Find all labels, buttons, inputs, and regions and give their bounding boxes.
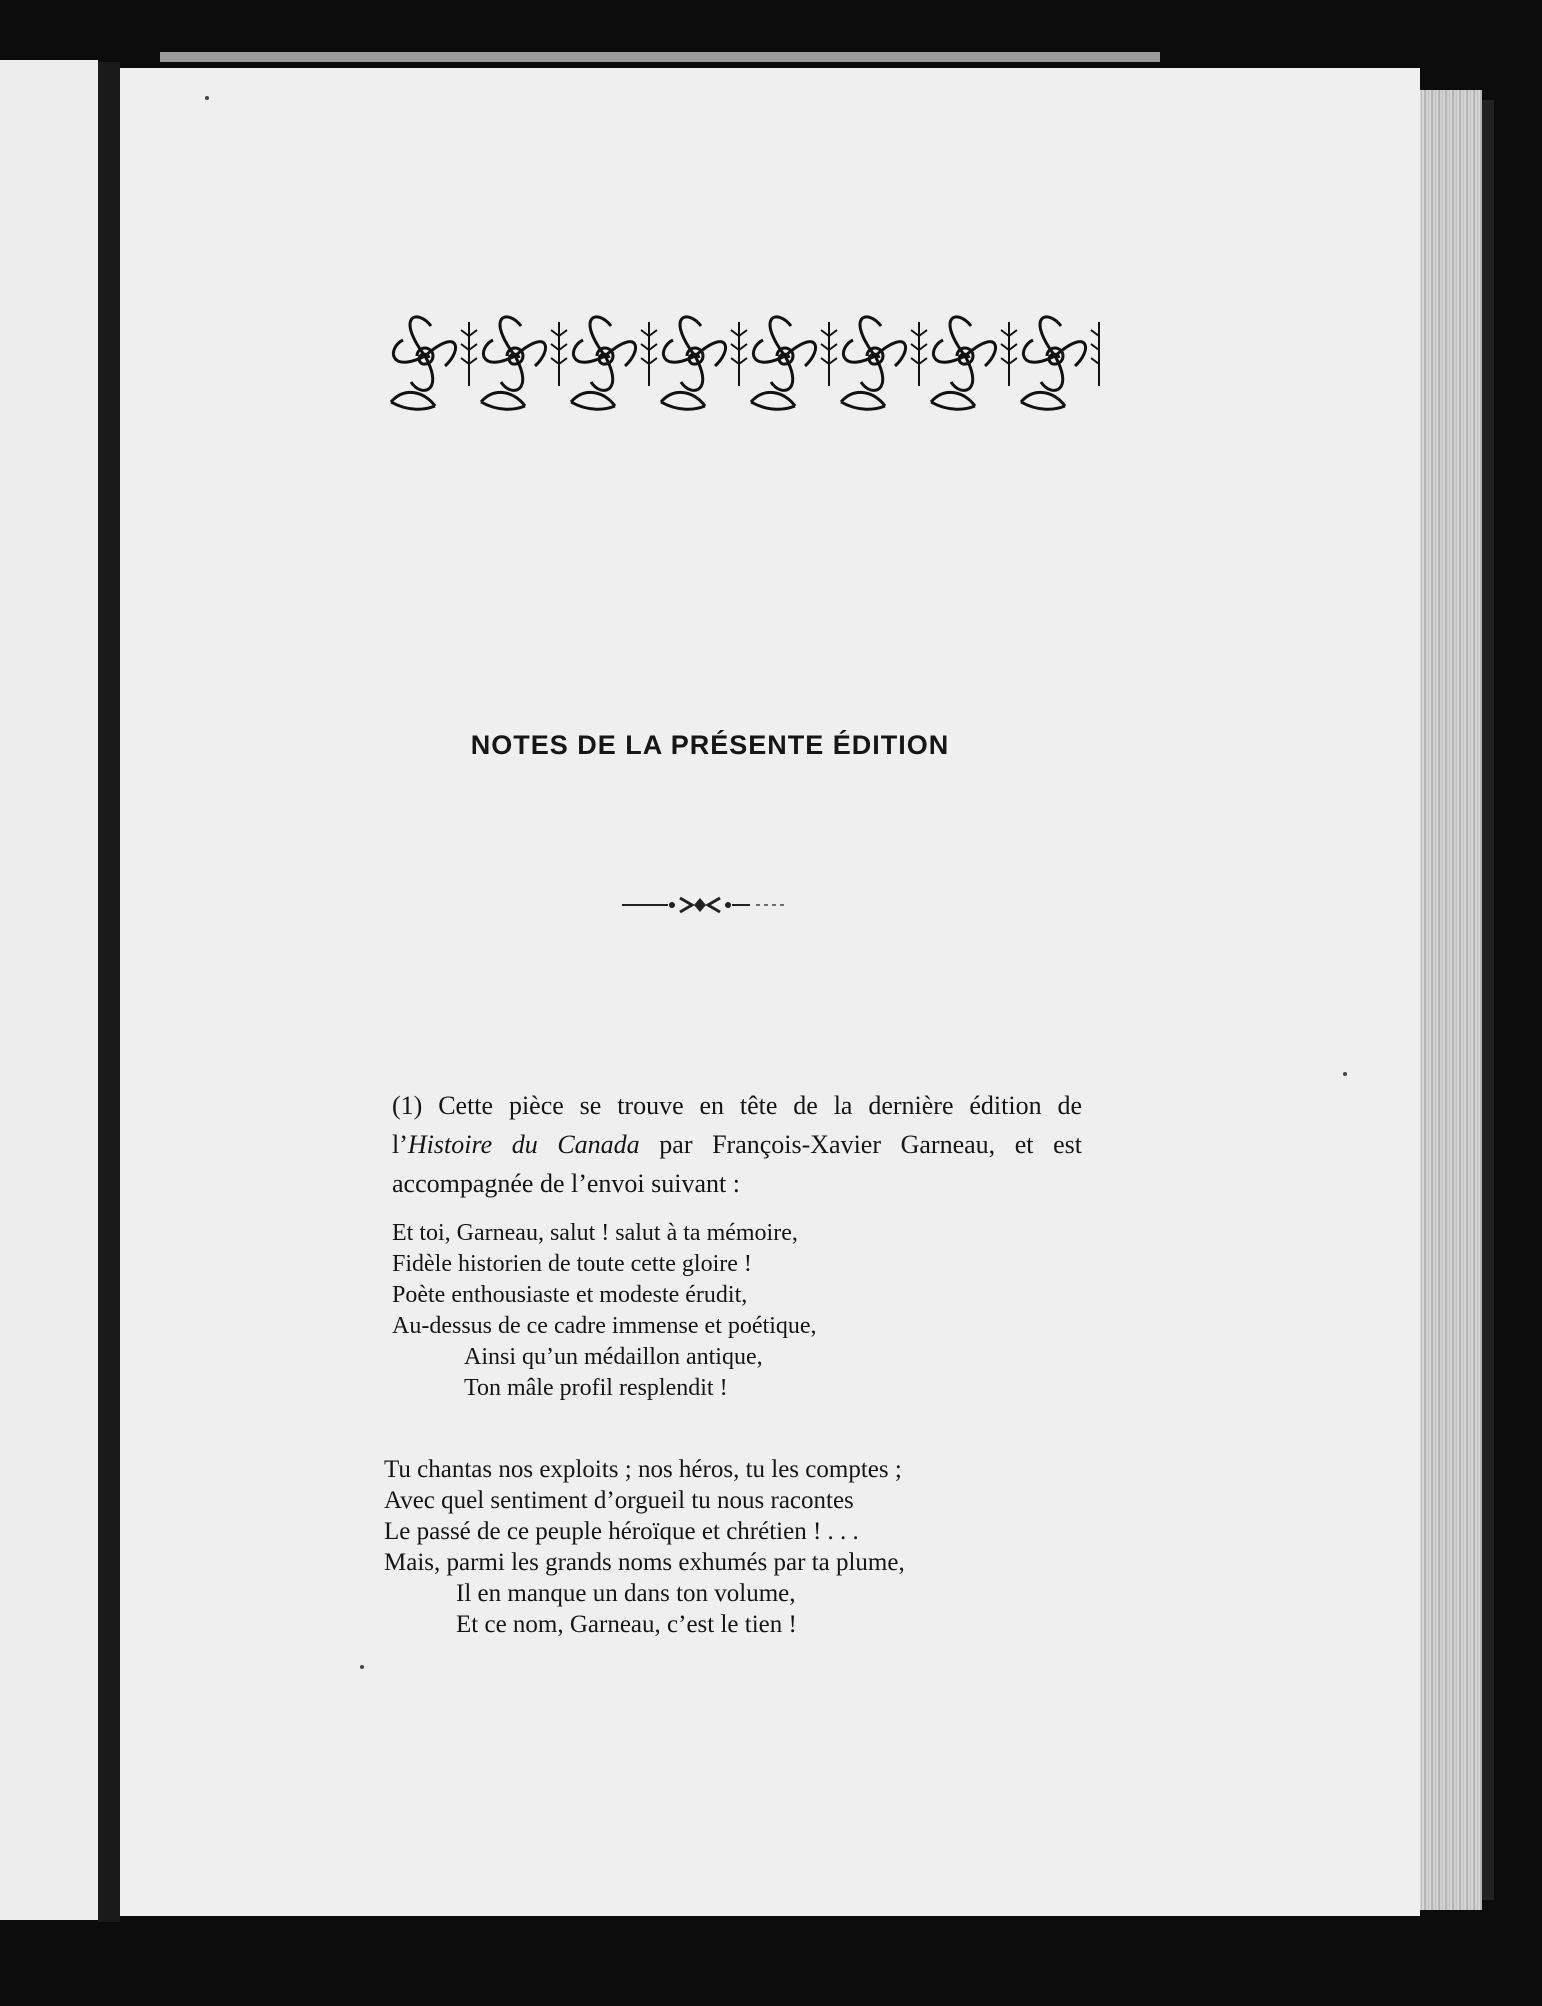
floral-motif xyxy=(481,317,567,409)
footnote-text-after: par François-Xavier Garneau, et est accompagnée de l’envoi suivant : xyxy=(392,1130,1082,1198)
floral-motif xyxy=(931,317,1017,409)
verse-line-indented: Ton mâle profil resplendit ! xyxy=(464,1375,728,1401)
floral-motif xyxy=(391,317,477,409)
page-speck xyxy=(1343,1072,1347,1076)
floral-motif xyxy=(661,317,747,409)
footnote-marker: (1) xyxy=(392,1091,423,1120)
verse-line-indented: Ainsi qu’un médaillon antique, xyxy=(464,1344,763,1370)
facing-page-edge xyxy=(0,60,98,1920)
page-stack-edge xyxy=(1420,90,1482,1910)
floral-motif xyxy=(751,317,837,409)
verse-line: Poète enthousiaste et modeste érudit, xyxy=(392,1282,748,1308)
page-speck xyxy=(205,96,209,100)
footnote-paragraph xyxy=(392,1086,1082,1203)
poem-stanza-1 xyxy=(392,1218,817,1404)
floral-motif xyxy=(1021,317,1100,409)
page-title: NOTES DE LA PRÉSENTE ÉDITION xyxy=(470,730,950,761)
floral-motif xyxy=(571,317,657,409)
book-top-edge xyxy=(160,52,1160,62)
page-speck xyxy=(360,1665,364,1669)
verse-line-indented: Et ce nom, Garneau, c’est le tien ! xyxy=(456,1611,797,1638)
verse-line: Et toi, Garneau, salut ! salut à ta mémoire, xyxy=(392,1220,798,1246)
floral-border-ornament xyxy=(365,308,1100,418)
book-cover-edge xyxy=(1482,100,1494,1900)
book-spine xyxy=(98,62,120,1922)
floral-motif xyxy=(841,317,927,409)
footnote-text-before: Cette pièce se trouve en tête de la dernière édition de l’ xyxy=(392,1091,1082,1159)
verse-line-indented: Il en manque un dans ton volume, xyxy=(456,1580,796,1607)
verse-line: Tu chantas nos exploits ; nos héros, tu les comptes ; xyxy=(384,1456,902,1483)
verse-line: Au-dessus de ce cadre immense et poétique, xyxy=(392,1313,817,1339)
book-title-italic: Histoire du Canada xyxy=(407,1130,640,1159)
arrow-divider-ornament xyxy=(620,890,790,920)
verse-line: Avec quel sentiment d’orgueil tu nous racontes xyxy=(384,1487,854,1514)
verse-line: Fidèle historien de toute cette gloire ! xyxy=(392,1251,752,1277)
poem-stanza-2 xyxy=(384,1454,905,1640)
verse-line: Mais, parmi les grands noms exhumés par ta plume, xyxy=(384,1549,905,1576)
verse-line: Le passé de ce peuple héroïque et chrétien ! . . . xyxy=(384,1518,859,1545)
